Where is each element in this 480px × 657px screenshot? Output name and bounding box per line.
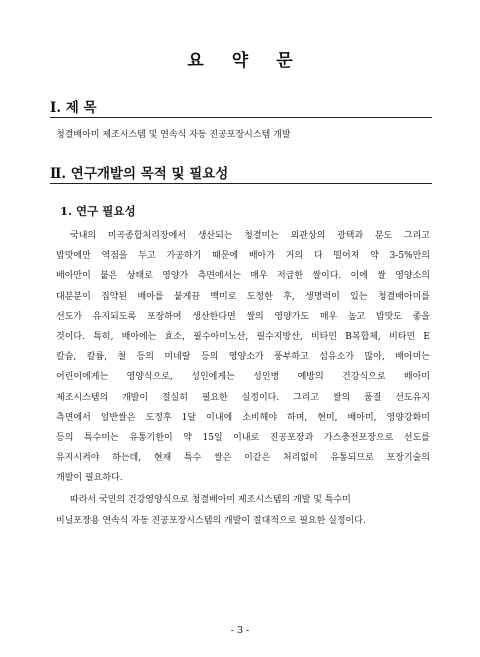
paragraph-line: 대분분이 집약된 배아를 붙게끔 백미로 도정한 후, 생명력이 있는 청결배아미를 bbox=[56, 291, 430, 302]
paragraph-line: 밥맛에만 역점을 두고 가공하기 때문에 배아가 거의 다 떨어져 약 3-5%만의 bbox=[56, 251, 430, 262]
paragraph-line: 선도가 유지되도록 포장하여 생산한다면 쌀의 영양가도 매우 높고 밥맛도 좋을 bbox=[56, 311, 430, 322]
document-title bbox=[0, 46, 480, 71]
paragraph-line: 배아만이 붙은 상태로 영양가 측면에서는 매우 저급한 쌀이다. 이에 쌀 영양소의 bbox=[56, 271, 430, 282]
paragraph-line: 것이다. 특히, 배아에는 효소, 필수아미노산, 필수지방산, 비타민 B복합체, 비타민 E bbox=[56, 331, 430, 342]
paragraph-line: 비닐포장용 연속식 자동 진공포장시스템의 개발이 절대적으로 필요한 실정이다. bbox=[56, 515, 366, 526]
body-text bbox=[56, 226, 430, 531]
paragraph-line: 개발이 필요하다. bbox=[56, 473, 123, 484]
page-number: - 3 - bbox=[230, 625, 250, 636]
section2-heading: Ⅱ. 연구개발의 목적 및 필요성 bbox=[50, 166, 229, 182]
paragraph-line: 측면에서 일반쌀은 도정후 1달 이내에 소비해야 하며, 현미, 배아미, 영양강화미 bbox=[56, 412, 430, 423]
section2-subheading: 1. 연구 필요성 bbox=[60, 204, 136, 218]
paragraph-line: 유지시켜야 하는데, 현재 특수 쌀은 이같은 처리없이 유통되므로 포장기술의 bbox=[56, 453, 430, 464]
project-title-text: 청결배아미 제조시스템 및 연속식 자동 진공포장시스템 개발 bbox=[56, 130, 291, 140]
paragraph-line: 등의 특수미는 유통기한이 약 15일 이내로 진공포장과 가스충전포장으로 선도를 bbox=[56, 432, 430, 443]
paragraph-line: 칼슘, 칼륨, 철 등의 미네랄 등의 영양소가 풍부하고 섬유소가 많아, 배아미는 bbox=[56, 352, 430, 363]
paragraph-line: 제조시스템의 개발이 절실히 필요한 실정이다. 그리고 쌀의 품질 선도유지 bbox=[56, 392, 430, 403]
section1-rule bbox=[50, 117, 432, 118]
title-char: 문 bbox=[276, 51, 293, 71]
section1-heading: Ⅰ. 제 목 bbox=[50, 100, 97, 116]
paragraph-line: 따라서 국민의 건강영양식으로 청결배아미 제조시스템의 개발 및 특수미 bbox=[70, 495, 351, 506]
paragraph-line: 어린이에게는 영양식으로, 성인에게는 성인병 예방의 건강식으로 배아미 bbox=[56, 372, 430, 383]
title-char: 약 bbox=[231, 51, 249, 71]
paragraph-line: 국내의 미곡종합처리장에서 생산되는 청결미는 외관상의 광택과 분도 그리고 bbox=[70, 231, 430, 241]
title-char: 요 bbox=[187, 51, 204, 71]
section2-rule bbox=[50, 183, 432, 184]
